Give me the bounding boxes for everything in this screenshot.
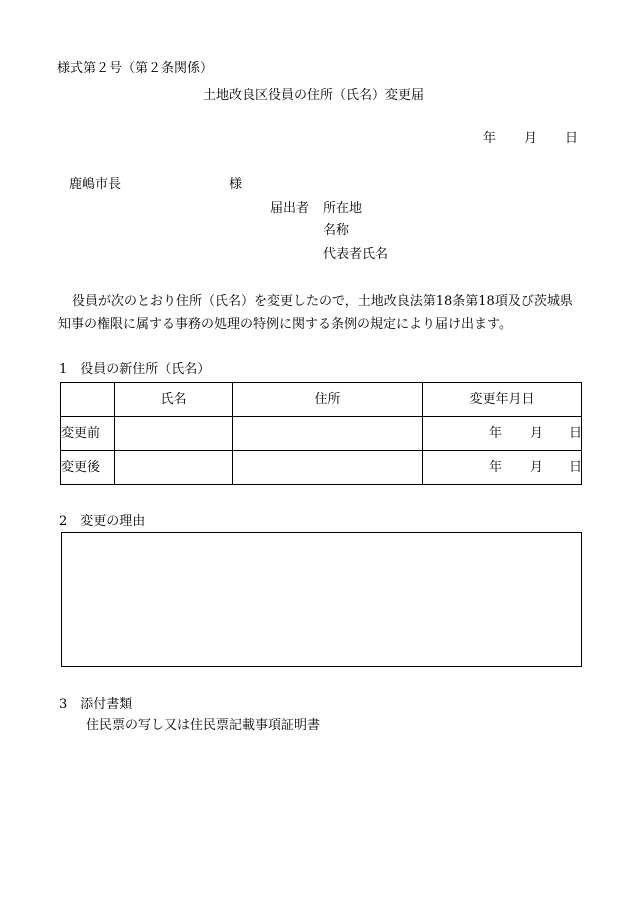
change-table (60, 382, 582, 485)
form-number: 様式第２号（第２条関係） (57, 61, 214, 76)
date-day-label: 日 (565, 131, 579, 146)
header-address: 住所 (233, 383, 423, 417)
date-cell-before[interactable] (423, 417, 582, 451)
reason-box[interactable] (61, 532, 582, 667)
date-cell-after[interactable] (423, 451, 582, 485)
table-header-row (61, 383, 582, 417)
header-name: 氏名 (115, 383, 233, 417)
address-cell-after[interactable] (233, 451, 423, 485)
date-year-label: 年 (489, 460, 503, 475)
header-blank (61, 383, 115, 417)
notifier-address-label: 所在地 (323, 201, 363, 216)
body-text-line-2: 知事の権限に属する事務の処理の特例に関する条例の規定により届け出ます。 (58, 317, 512, 332)
date-year-label: 年 (483, 131, 497, 146)
notifier-label: 届出者 (270, 201, 310, 216)
addressee-name: 鹿嶋市長 (69, 177, 122, 192)
form-title: 土地改良区役員の住所（氏名）変更届 (203, 88, 425, 103)
notifier-name-label: 名称 (323, 223, 350, 238)
row-label-after: 変更後 (61, 451, 115, 485)
date-day-label: 日 (569, 426, 583, 441)
date-year-label: 年 (489, 426, 503, 441)
notifier-representative-label: 代表者氏名 (323, 247, 389, 262)
date-month-label: 月 (524, 131, 538, 146)
name-cell-after[interactable] (115, 451, 233, 485)
date-month-label: 月 (530, 460, 544, 475)
section-1-heading: 1 役員の新住所（氏名） (59, 362, 211, 377)
addressee-honorific: 様 (229, 177, 243, 192)
header-change-date: 変更年月日 (423, 383, 582, 417)
section-3-heading: 3 添付書類 (59, 697, 133, 712)
table-row (61, 451, 582, 485)
date-day-label: 日 (569, 460, 583, 475)
name-cell-before[interactable] (115, 417, 233, 451)
section-2-heading: 2 変更の理由 (59, 514, 146, 529)
attachment-item: 住民票の写し又は住民票記載事項証明書 (86, 718, 321, 733)
date-month-label: 月 (530, 426, 544, 441)
table-row (61, 417, 582, 451)
body-text-line-1: 役員が次のとおり住所（氏名）を変更したので，土地改良法第18条第18項及び茨城県 (72, 294, 573, 309)
row-label-before: 変更前 (61, 417, 115, 451)
address-cell-before[interactable] (233, 417, 423, 451)
